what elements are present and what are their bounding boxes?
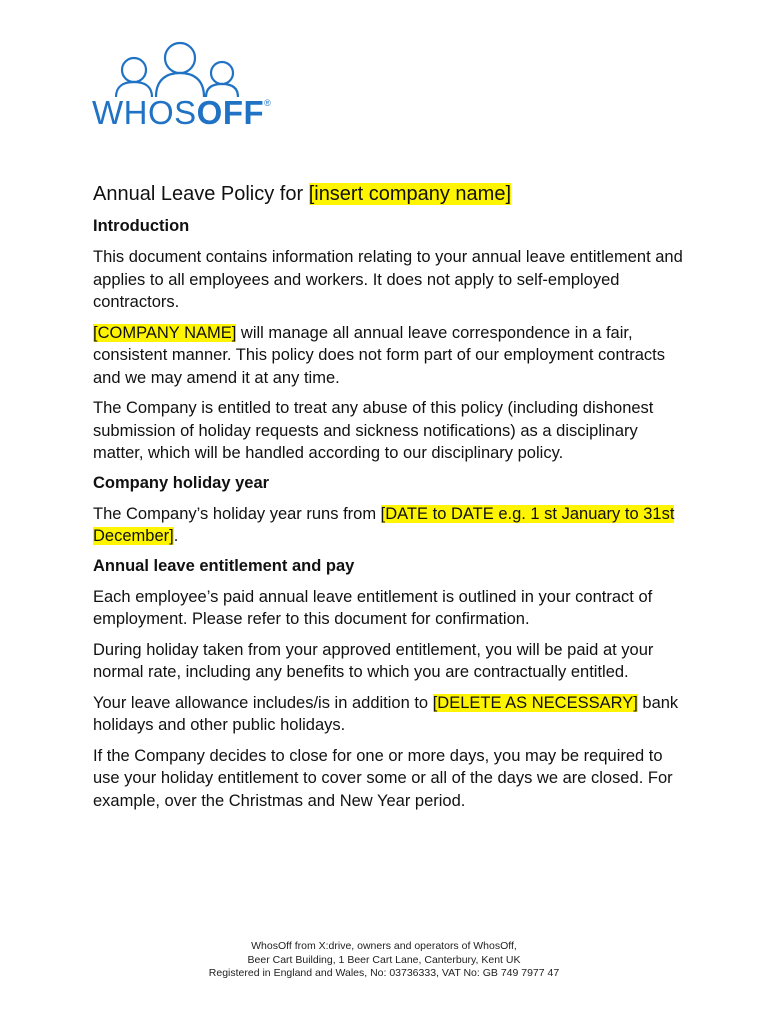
footer-line-2: Beer Cart Building, 1 Beer Cart Lane, Canterbury, Kent UK [247, 953, 521, 966]
footer-line-1: WhosOff from X:drive, owners and operators of WhosOff, [251, 940, 517, 952]
people-icon [112, 40, 252, 98]
company-name-placeholder-inline: [COMPANY NAME] [93, 323, 237, 342]
policy-document [93, 181, 683, 820]
section-heading-holiday-year: Company holiday year [93, 473, 270, 492]
intro-paragraph-1: This document contains information relating to your annual leave entitlement and applies to all employees and workers. It does not apply to self-employed contractors. [93, 248, 683, 311]
date-range-placeholder: [DATE to DATE e.g. 1 st January to 31st December] [93, 504, 675, 545]
whosoff-logo [92, 40, 272, 135]
section-heading-introduction: Introduction [93, 217, 190, 235]
footer-line-3: Registered in England and Wales, No: 03736333, VAT No: GB 749 7977 47 [208, 967, 560, 979]
entitlement-paragraph-3: Your leave allowance includes/is in addition to [DELETE AS NECESSARY] bank holidays and other public holidays. [93, 693, 679, 734]
entitlement-paragraph-2: During holiday taken from your approved entitlement, you will be paid at your normal rate, including any benefits to which you are contractually entitled. [93, 640, 654, 681]
entitlement-paragraph-1: Each employee’s paid annual leave entitlement is outlined in your contract of employment. Please refer to this document for confirmation. [93, 587, 653, 628]
section-heading-entitlement: Annual leave entitlement and pay [93, 556, 355, 575]
intro-paragraph-3: The Company is entitled to treat any abuse of this policy (including dishonest submission of holiday requests and sickness notifications) as a disciplinary matter, which will be handled according to our disciplinary policy. [93, 399, 654, 462]
page-footer [0, 940, 768, 981]
intro-paragraph-2: [COMPANY NAME] will manage all annual leave correspondence in a fair, consistent manner. This policy does not form part of our employment contracts and we may amend it at any time. [93, 323, 665, 387]
logo-wordmark: WHOSOFF® [92, 94, 272, 131]
entitlement-paragraph-4: If the Company decides to close for one or more days, you may be required to use your holiday entitlement to cover some or all of the days we are closed. For example, over the Christmas and New Year period. [93, 746, 673, 810]
document-title: Annual Leave Policy for [insert company name] [93, 183, 512, 205]
delete-as-necessary-placeholder: [DELETE AS NECESSARY] [432, 693, 638, 712]
company-name-placeholder: [insert company name] [308, 183, 512, 205]
holiday-year-paragraph: The Company’s holiday year runs from [DATE to DATE e.g. 1 st January to 31st December]. [93, 504, 675, 545]
